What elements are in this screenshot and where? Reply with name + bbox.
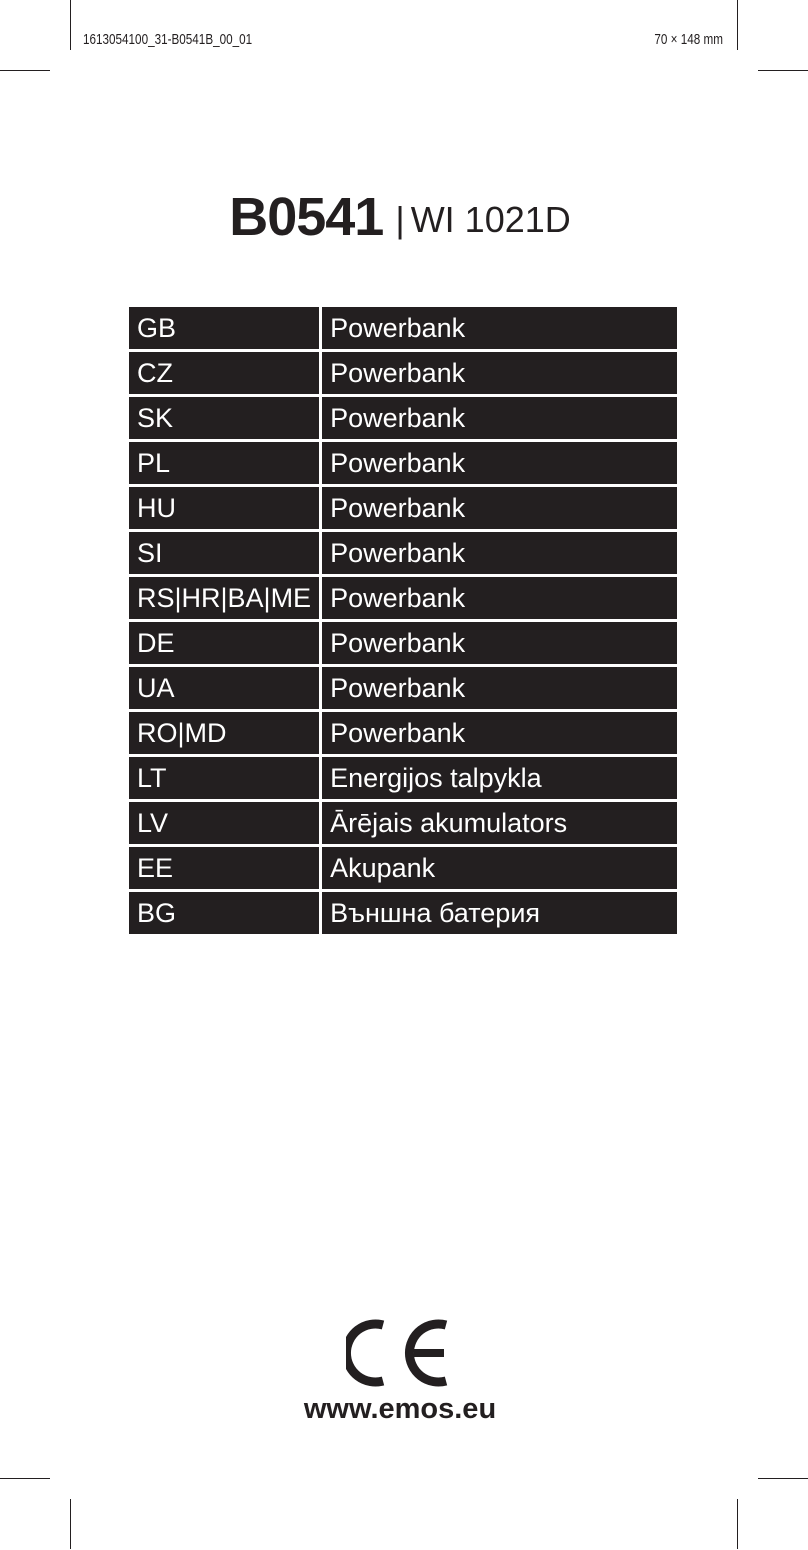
crop-mark-top-left-horizontal (0, 70, 50, 71)
product-name-cell: Външна батерия (322, 892, 677, 934)
crop-mark-bottom-left-horizontal (0, 1478, 50, 1479)
product-name-cell: Powerbank (322, 622, 677, 664)
website-link[interactable]: www.emos.eu (303, 1393, 497, 1425)
crop-mark-bottom-right-vertical (737, 1499, 738, 1549)
model-number: B0541 (229, 187, 384, 247)
language-code-cell: RO|MD (129, 712, 319, 754)
product-name-cell: Akupank (322, 847, 677, 889)
document-code: 1613054100_31-B0541B_00_01 (83, 31, 253, 48)
language-code-cell: GB (129, 307, 319, 349)
crop-mark-bottom-left-vertical (70, 1499, 71, 1549)
crop-mark-top-right-vertical (737, 0, 738, 50)
product-name-cell: Powerbank (322, 667, 677, 709)
product-name-cell: Ārējais akumulators (322, 802, 677, 844)
language-code-cell: EE (129, 847, 319, 889)
page-title (0, 186, 800, 248)
language-code-cell: SK (129, 397, 319, 439)
table-row (129, 622, 677, 664)
crop-mark-bottom-right-horizontal (758, 1478, 808, 1479)
product-name-cell: Powerbank (322, 307, 677, 349)
language-code-cell: LV (129, 802, 319, 844)
language-code-cell: HU (129, 487, 319, 529)
table-row (129, 802, 677, 844)
table-row (129, 667, 677, 709)
product-name-cell: Powerbank (322, 352, 677, 394)
language-code-cell: LT (129, 757, 319, 799)
product-name-cell: Powerbank (322, 397, 677, 439)
language-code-cell: BG (129, 892, 319, 934)
table-row (129, 487, 677, 529)
table-row (129, 397, 677, 439)
model-variant: WI 1021D (410, 199, 571, 240)
language-code-cell: DE (129, 622, 319, 664)
crop-mark-top-right-horizontal (758, 70, 808, 71)
table-row (129, 712, 677, 754)
language-code-cell: PL (129, 442, 319, 484)
table-row (129, 532, 677, 574)
product-name-cell: Energijos talpykla (322, 757, 677, 799)
table-row (129, 847, 677, 889)
product-name-cell: Powerbank (322, 532, 677, 574)
product-name-table (126, 304, 680, 937)
table-row (129, 442, 677, 484)
page-size-label: 70 × 148 mm (654, 31, 723, 48)
table-row (129, 352, 677, 394)
product-name-cell: Powerbank (322, 712, 677, 754)
table-row (129, 307, 677, 349)
ce-mark-icon (346, 1317, 452, 1389)
language-code-cell: UA (129, 667, 319, 709)
table-row (129, 757, 677, 799)
product-name-cell: Powerbank (322, 487, 677, 529)
language-code-cell: SI (129, 532, 319, 574)
table-row (129, 577, 677, 619)
title-separator: | (395, 199, 405, 240)
crop-mark-top-left-vertical (70, 0, 71, 50)
language-code-cell: RS|HR|BA|ME (129, 577, 319, 619)
table-row (129, 892, 677, 934)
product-name-cell: Powerbank (322, 442, 677, 484)
language-code-cell: CZ (129, 352, 319, 394)
product-name-cell: Powerbank (322, 577, 677, 619)
